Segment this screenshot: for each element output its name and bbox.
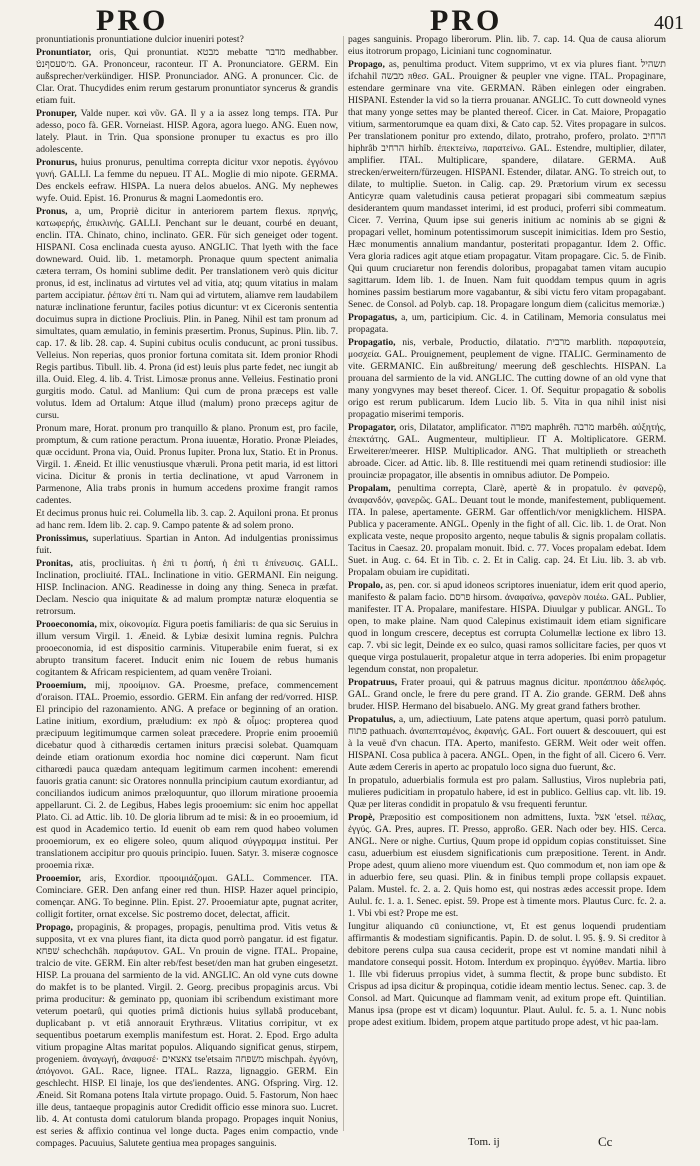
entry-headword: Propatulus, <box>348 714 396 725</box>
dictionary-entry <box>36 533 338 557</box>
entry-text: Et decimus pronus huic rei. Columella lib. 3. cap. 2. Aquiloni prona. Et pronus ad hanc rem. Idem lib. 2. cap. 9. Campo patente & ad solem prono. <box>36 508 338 531</box>
entry-headword: Prooemium, <box>36 680 87 691</box>
dictionary-entry <box>348 775 666 811</box>
entry-text: superlatiuus. Spartian in Anton. Ad indulgentias pronissimus fuit. <box>36 533 338 556</box>
entry-text: pages sanguinis. Propago liberorum. Plin. lib. 7. cap. 14. Qua de causa aliorum eius itotrorum propago, Liciniani tunc cognominatur. <box>348 34 666 57</box>
entry-text: atis, procliuitas. ἡ ἐπὶ τι ῥοπή, ἡ ἐπὶ τι ἐπίνευσις. GALL. Inclination, procliuité. ITAL. Inclinatione in vitio. GERMANI. Ein neigung. HISP. Inclinacion. ANG. Readinesse in doing any thing. Seneca in præfat. Declam. Nescio qua iniquitate & ad malum promptæ naturæ eloquentia se retrorsum. <box>36 558 338 617</box>
entry-text: propaginis, & propages, propagis, penultima prod. Vitis vetus & supposita, vt ex vna plures fiant, ita dicta quod porrò pangatur. id est figatur. שׁפחא schechchâh. παράφυτον. GAL. Vn prouin de vigne. ITAL. Propaine, tralcio de vite. GERM. Ein alter reb/fest beset/den man hat gruben eingesetzt. HISP. La prouana del sarmiento de la vid. ANGLIC. An old vyne cuts downe do makfet is to be planted. Virgil. 2. Georg. precibus propaginis arcus. Vbi prima producitur: & geminato pp, quoniam ibi scribendum existimant more veterum poetarû, qui quoties primâ dictionis huius syllabâ producebant, duplicabant p. vt etiâ annorauit Erythræus. Vlitatius corripitur, vt ex sequentibus poetarum exemplis manifestum est. Horat. 2. Epod. Ergo adulta vitium propagine Altas maritat populos. Aliquando significat genus, stirpem, progeniem. ἀναγωγή, ἀναφυσέ· צאצאים tse'etsaim משפחה mischpah. ἐγγόνη, ἀπόγονοι. GAL. Race, lignee. ITAL. Razza, lignaggio. GERM. Ein geschlecht. HISP. El linaje, los que des'iendentes. ANG. Ofspring. Virg. 12. Æneid. Sit Romana potens Itala virtute propago. Ouid. 5. Fastorum, Non haec ille deus, tantaeque propaginis autor Credidit officio esse minora suo. Lucret. lib. 4. At contusta domi catulorum blanda propago. Propages inquit Nonius, est series & affixio continua vel longe ducta. Pages enim compactio, vnde compages. Pacuuius, Salutete gentiua mea propages sanguinis. <box>36 922 339 1149</box>
entry-text: nis, verbale, Productio, dilatatio. מרבית marblith. παραφυτεία, μοσχεία. GAL. Prouignement, peuplement de vigne. ITALIC. Germinamento de vite. GERMANIC. Ein außbreitung/ meerung deß geschlechts. HISPAN. La prouana del sarmiento de la vid. ANGLIC. The cutting downe of an old vyne that many yongvynes may beset thereof. Cicer. 1. Of. Sequitur propagatio & sobolis origo est rerum publicarum. Idem Lucio lib. 5. Vita in qua nihil inist nisi propagatio miserimi temporis. <box>348 337 666 420</box>
entry-text: Iungitur aliquando cū coniunctione, vt, Et est genus loquendi prudentiam affirmantis & modestiam significantis. Papin. D. de solut. l. 95. §. 9. Si creditor à debitore perens culpa sua causa ceciderit, prope est vt nomine mandati nihil à mandatore consequi possit. Hotom. Interdum ex propinquo. ἐγγύθεν. Martia. libro 1. Ille vbi fideruus prropius videt, à summa flectit, & prope bunc subdisto. Et Crispus ad ipsa dicitur & propinqua, cotidie ideam mentio lectus. Senec. cap. 3. de Consol. ad Mart. Quicunque ad flammam venit, ad exitum prope eft. Quintilian. Manus ipsa (prope est vt dicam) loquuntur. Plaut. Aulul. fc. 5. a. 1. Nunc nobis prope adest exitium. Ibidem, propem atque partitudo prope adest, vt hic paa-lam. <box>348 921 666 1028</box>
entry-headword: Propalam, <box>348 483 391 494</box>
entry-text: as, penultima product. Vitem supprimo, vt ex via plures fiant. תשהיל ifchahil מבשה πθεσ. GAL. Prouigner & peupler vne vigne. ITAL. Propaginare, estendare germinare vna vite. GERMAN. Räben einlegen oder eingraben. HISPANI. Estender la vid so la tierra prouanar. ANGLIC. To cutt downeold vynes that many yonge settes may be planted thereof. Cicer. in Cat. Maiore, Propagatio vitium, sarmentorumque ea quam dixi, & Cato cap. 52. Vites propagare in sulcos. Per translationem ponitur pro extendo, dilato, protraho, profero, prolato. הרחיב hiphrâb הרחיב hirhîb. ἐπεκτείνω, παρατείνω. GAL. Estendre, multiplier, dilater, amplifier. ITAL. Multiplicare, spandere, dilatare. GERMA. Auß strecken/erweitern/fürzeugen. HISPANI. Estender, dilatar. ANG. To streich out, to dilate, to multiplie. Sueton. in Calig. cap. 29. Prætorium virum ex secessu Anticyræ quam valetudinis causa petierat propagari sibi commeatum sæpius desiderantem quum mandasset interimi, id est produci, proferri sibi commeatum. Cicer. 7. Verrina, Quum ipse sui generis initium ac nominis ab se gigni & propagari vellet, hominum potentissimorum suscepit inimicitias. Idem pro Sestio, Hæc monumentis annalium mandantur, posteritati propagantur. Idem 2. Offic. Vera gloria radices agit atque etiam propagatur. Vitam propagare. Cic. 5. de Finib. Qui quum cruciaretur non ferendis doloribus, propagabat tamen vitam aucupio sagittarum. Idem lib. 1. de Inuen. Nam fuit quoddam tempus quum in agris homines passim bestiarum more vagabantur, & sibi victu fero vitam propagabant. Senec. de Consol. ad Polyb. cap. 18. Propagare longum diem (calicitus memoriæ.) <box>348 59 667 310</box>
entry-text: Valde nuper. καὶ νῦν. GA. Il y a ia assez long temps. ITA. Pur adesso, poco fà. GER. Vorneiast. HISP. Agora, agora luego. ANG. Euen now, lately. Plaut. in Trin. Qua sponsione pronuper tu exactus es pro illo adolescente. <box>36 108 338 155</box>
dictionary-entry <box>36 34 338 46</box>
left-column <box>36 34 339 1149</box>
entry-headword: Pronuntiator, <box>36 47 92 58</box>
dictionary-entry <box>348 337 666 421</box>
entry-text: a, um, adiectiuum, Late patens atque apertum, quasi porrò patulum. פתוח pathuach. ἀναπεπταμένος, ἐκφανής. GAL. Fort ouuert & descouuert, qui est à la veuë d'vn chacun. ITA. Aperto, manifesto. GERM. Weit oder weit offen. HISPANI. Cosa publica à pacera. ANGL. Open, in the fight of all. Cicero 6. Verr. Aute ædem Cereris in aperto ac propatulo loco signa duo fuerunt, &c. <box>348 714 666 773</box>
dictionary-entry <box>36 206 338 422</box>
entry-headword: Propago, <box>348 59 385 70</box>
dictionary-entry <box>36 423 338 507</box>
entry-headword: Propagatus, <box>348 312 398 323</box>
entry-text: a, um, participium. Cic. 4. in Catilinam, Memoria consulatus mei propagata. <box>348 312 666 335</box>
entry-headword: Pronurus, <box>36 157 78 168</box>
running-head-left: PRO <box>96 4 169 37</box>
entry-text: Pronum mare, Horat. pronum pro tranquillo & plano. Pronum est, pro facile, promptum, & cum ratione peractum. Prona iuuentæ, Horatio. Pronæ Pleiades, quæ occidunt. Prona via, Ouid. Pronus Iupiter. Prona lux, Statio. Et in Pronus. Virgil. 1. Æneid. Et illic venustiusque vhæruli. Prona petit maria, id est littori vicina. Dicitur & pronis in tertia declinatione, vt apud Varronem in Parmenone, Alia trabs pronis in humum accedens proxime frangit ramos cadentes. <box>36 423 338 506</box>
dictionary-entry <box>348 921 666 1029</box>
dictionary-entry <box>348 422 666 482</box>
page-number: 401 <box>654 12 684 34</box>
entry-headword: Pronuper, <box>36 108 77 119</box>
dictionary-entry <box>36 47 338 107</box>
dictionary-entry <box>36 873 338 921</box>
entry-text: pronuntiationis pronuntiatione dulcior inueniri potest? <box>36 34 244 45</box>
entry-headword: Prooemior, <box>36 873 82 884</box>
dictionary-entry <box>36 619 338 679</box>
dictionary-entry <box>36 558 338 618</box>
dictionary-entry <box>36 680 338 872</box>
dictionary-entry <box>36 108 338 156</box>
dictionary-entry <box>36 157 338 205</box>
volume-label: Tom. ij <box>468 1136 500 1148</box>
entry-text: as, pen. cor. si apud idoneos scriptores inueniatur, idem erit quod aperio, manifesto & palam facio. פרסם hirsom. ἀναφαίνω, φανερὸν ποιέω. GAL. Publier, manifester. IT A. Propalare, manifestare. HISPA. Diuulgar y publicar. ANGL. To open, to make plaine. Nam quod Calepinus existimauit idem etiam significare quod in longum crescere, deceptus est corrupta Columellæ lectione ex libro 13. cap. 7. vbi sic legit, Deinde ex eo sulco, quasi ramos sollicitare facies, per quos vt queque virga postulauerit, propaletur atque in terra adoperies. Ibi enim propagetur legendum constat, non propaletur. <box>348 580 667 675</box>
dictionary-entry <box>36 922 338 1150</box>
entry-text: mij, προοίμιον. GA. Proesme, preface, commencement d'oraison. ITAL. Proemio, essordio. GERM. Ein anfang der red/vorred. HISP. El principio del razonamiento. ANG. A preface or beginning of an oration. Latine initium, exordium, præludium: ex πρὸ & οἶμος: propterea quod præcipuum legitimumque carmen soleat præcedere. Proprie enim prooemiû dicebatur quod à citharœdis certamen initurs præcisi solebat. Quamquam deinde etiam orationum exordia hoc nomine dici cœperunt. Nam ficut citharœdi pauca quædam antequam legitimum carmen incohent: emerendi fauoris gratia canunt: sic Oratores nonnulla principium cautum exordiantur, ad conciliandos iudicum animos præloquuntur, quo illorum miratione prooemia appellarunt. Ci. 2. de Legibus, Habes legis prooemium: sic enim hoc appellat Plato. Ci. ad Attic. lib. 10. De gloria librum ad te misi: & in eo prooemium, id est quod in Academico tertio. Id euenit ob eam rem quod habeo volumen prooemiorum, ex eo eligere soleo, quum aliquod σύγγραμμα institui. Per translationem accipitur pro quouis principio. Iuuen. Satyr. 3. miseræ cognosce prooemia rixæ. <box>36 680 338 871</box>
entry-headword: Prooeconomia, <box>36 619 97 630</box>
entry-headword: Pronitas, <box>36 558 73 569</box>
page-footer <box>0 1134 700 1164</box>
right-column <box>348 34 666 1134</box>
dictionary-entry <box>348 812 666 920</box>
entry-headword: Propagatio, <box>348 337 396 348</box>
column-divider <box>343 36 344 1131</box>
entry-text: a, um, Propriè dicitur in anteriorem partem flexus. πρηνής, κατωφερής, ἐπικλινής. GALLI. Penchant sur le deuant, courbé en deuant, enclin. ITA. Chinato, chino, inclinato. GER. Für sich geneiget oder togent. HISPANI. Cosa enclinada cuesta ayuso. ANGLIC. That lyeth with the face downeward. Ouid. lib. 1. metamorph. Pronaque quum spectent animalia cætera terram, Os homini sublime dedit. Per translationem verò quis dicitur pronus, id est, inclinatus ad virtutes vel ad vitia, atq; quum vitatius in malam partem accipiatur. ῥέπων ἐπί τι. Nam qui ad virtutem, aliamve rem laudabilem naturæ inclinatione feruntur, faciles potius dicuntur: vt ex Ciceronis sententia docuimus supra in dictione Procliuis. Plin. in Paneg. Nihil est tam pronum ad simultates, quam æmulatio, in feminis præsertim. Pronus, Supinus. Plin. lib. 7. cap. 17. & lib. 28. cap. 4. Supini cubitus oculis conducunt, ac proni tussibus. Velleius. Non reperias, quos pronior fortuna comitata sit. Idem pronior Rhodi Regis partibus. Tibull. lib. 4. Prona (id est) leuis plus parte fedet, nec iungit ab illa. Ouid. Eleg. 4. lib. 4. Trist. Limosæ pronus anne. Velleius. Festinatio proni gurgitis modo. Catul. ad Manlium: Qui cum de prona præceps est valle volutus. Idem ad Ortalum: Atque illud (malum) prono præceps agitur de cursu. <box>36 206 339 421</box>
dictionary-entry <box>348 483 666 579</box>
running-head-right: PRO <box>430 4 503 37</box>
dictionary-entry <box>348 34 666 58</box>
dictionary-entry <box>348 312 666 336</box>
entry-headword: Propè, <box>348 812 375 823</box>
entry-headword: Propagator, <box>348 422 397 433</box>
entry-headword: Propatruus, <box>348 677 398 688</box>
dictionary-entry <box>348 677 666 713</box>
entry-text: penultima correpta, Clarè, apertè & in propatulo. ἐν φανερῷ, ἀναφανδόν, φανερῶς. GAL. Deuant tout le monde, manifestement, publiquement. ITA. In palese, apertamente. GERM. Gar offentlich/vor menigklichem. HISPA. Publica y paceramente. ANGL. Openly in the fight of all. Cic. lib. 1. de Orat. Non explicata veste, neque proposito argento, neque tabulis & signis propalam collatis. Tacitus in Caesaz. 20. propalam monuit. Ibid. c. 77. Voces propalam edebat. Idem Suet. in Aug. c. 64. Et in Tib. c. 2. Et in Calig. cap. 24. Et Liu. lib. 3. ab vrb. Propalam obuiam ire cupiditati. <box>348 483 666 578</box>
entry-text: oris, Dilatator, amplificator. מפרה maphrêh. מרבה marbêh. αὐξητής, ἐπεκτάτης. GAL. Augmenteur, multiplieur. IT A. Moltiplicatore. GERM. Erweiterer/meerer. HISP. Multiplicador. ANG. That multiplieth or streacheth abroade. Cicer. ad Attic. lib. 8. Ille restituendi mei quam retinendi studiosior: ille prouinciæ propagator, ille absentis in omnibus adiutor. De Pompeio. <box>348 422 666 481</box>
entry-headword: Propago, <box>36 922 73 933</box>
entry-text: aris, Exordior. προοιμιάζομαι. GALL. Commencer. ITA. Cominciare. GER. Den anfang einer red thun. HISP. Hazer aquel principio, començar. ANG. To beginne. Plin. Epist. 27. Prooemiatur apte, pugnat acriter, colligit fortiter, ornat excelse. Sic postremo docet, delectat, afficit. <box>36 873 338 920</box>
dictionary-entry <box>348 59 666 311</box>
dictionary-entry <box>348 580 666 676</box>
signature-mark: Cc <box>598 1134 613 1149</box>
entry-text: Frater proaui, qui & patruus magnus dicitur. προπάππου ἀδελφός. GAL. Grand oncle, le frere du pere grand. IT A. Zio grande. GERM. Deß ahns bruder. HISP. Hermano del bisabuelo. ANG. My great grand fathers brother. <box>348 677 667 712</box>
entry-headword: Pronissimus, <box>36 533 89 544</box>
dictionary-entry <box>36 508 338 532</box>
entry-text: In propatulo, aduerbialis formula est pro palam. Sallustius, Viros nuplebria pati, mulieres pudicitiam in propatulo habere, id est in publico. Gellius cap. vlt. lib. 19. Quæ per literas condidit in propatulo & vsu frequenti feruntur. <box>348 775 666 810</box>
dictionary-entry <box>348 714 666 774</box>
entry-text: oris, Qui pronuntiat. מבטא mebatte מדבר medhabber. מ׳סעסףנטֿ. GA. Prononceur, raconteur. IT A. Pronunciatore. GERM. Ein außsprecher/verkündiger. HISP. Pronunciador. ANG. A pronuncer. Cic. de Clar. Orat. Thucydides enim rerum gestarum pronuntiator syncerus & grandis etiam fuit. <box>36 47 338 106</box>
entry-text: Præpositio est compositionem non admittens, Iuxta. אצל 'etsel. πέλας, ἐγγύς. GA. Pres, aupres. IT. Presso, approßo. GER. Nach oder bey. HIS. Cerca. ANGL. Nere or nighe. Curtius, Quum prope id oppidum copias constituisset. Sine casu, aduerbium est eiusdem significationis cum præpositione. Terent. in Andr. Prope adest, quum alieno more viuendum est. Quo commodum et, non iam ope & in aduerbio fere, seu quasi. Plin. & in finibus templi prope collapsis expauet. Palam. Mustel. fc. 2. a. 2. Quis homo est, qui nostras ædes accessit prope. Idem Aulul. fc. 1. a. 1. Senec. epist. 59. Prope est à timente mors. Plautus Curc. fc. 2. a. 1. Vbi vbi est? Prope me est. <box>348 812 666 919</box>
entry-text: huius pronurus, penultima correpta dicitur vxor nepotis. ἐγγόνου γυνή. GALLI. La femme du nepueu. IT AL. Moglie di mio nipote. GERMA. Des enckels eefraw. HISPA. La nuera delos abuelos. ANG. My nephewes wyfe. Ouid. Epist. 16. Pronurus & magni Laomedontis ero. <box>36 157 338 204</box>
entry-text: mix, οἰκονομία. Figura poetis familiaris: de qua sic Seruius in illum versum Virgil. 1. Æneid. & Lybiæ desixit lumina regnis. Pulchra prooeconomia, id est dispositio carminis. Vituperabile enim fuerat, si ex abrupto transitum faceret. Inducit enim nic Iouem de rebus humanis cogitantem & Africam respicientem, ad quam venêre Troiani. <box>36 619 338 678</box>
entry-headword: Propalo, <box>348 580 383 591</box>
entry-headword: Pronus, <box>36 206 68 217</box>
